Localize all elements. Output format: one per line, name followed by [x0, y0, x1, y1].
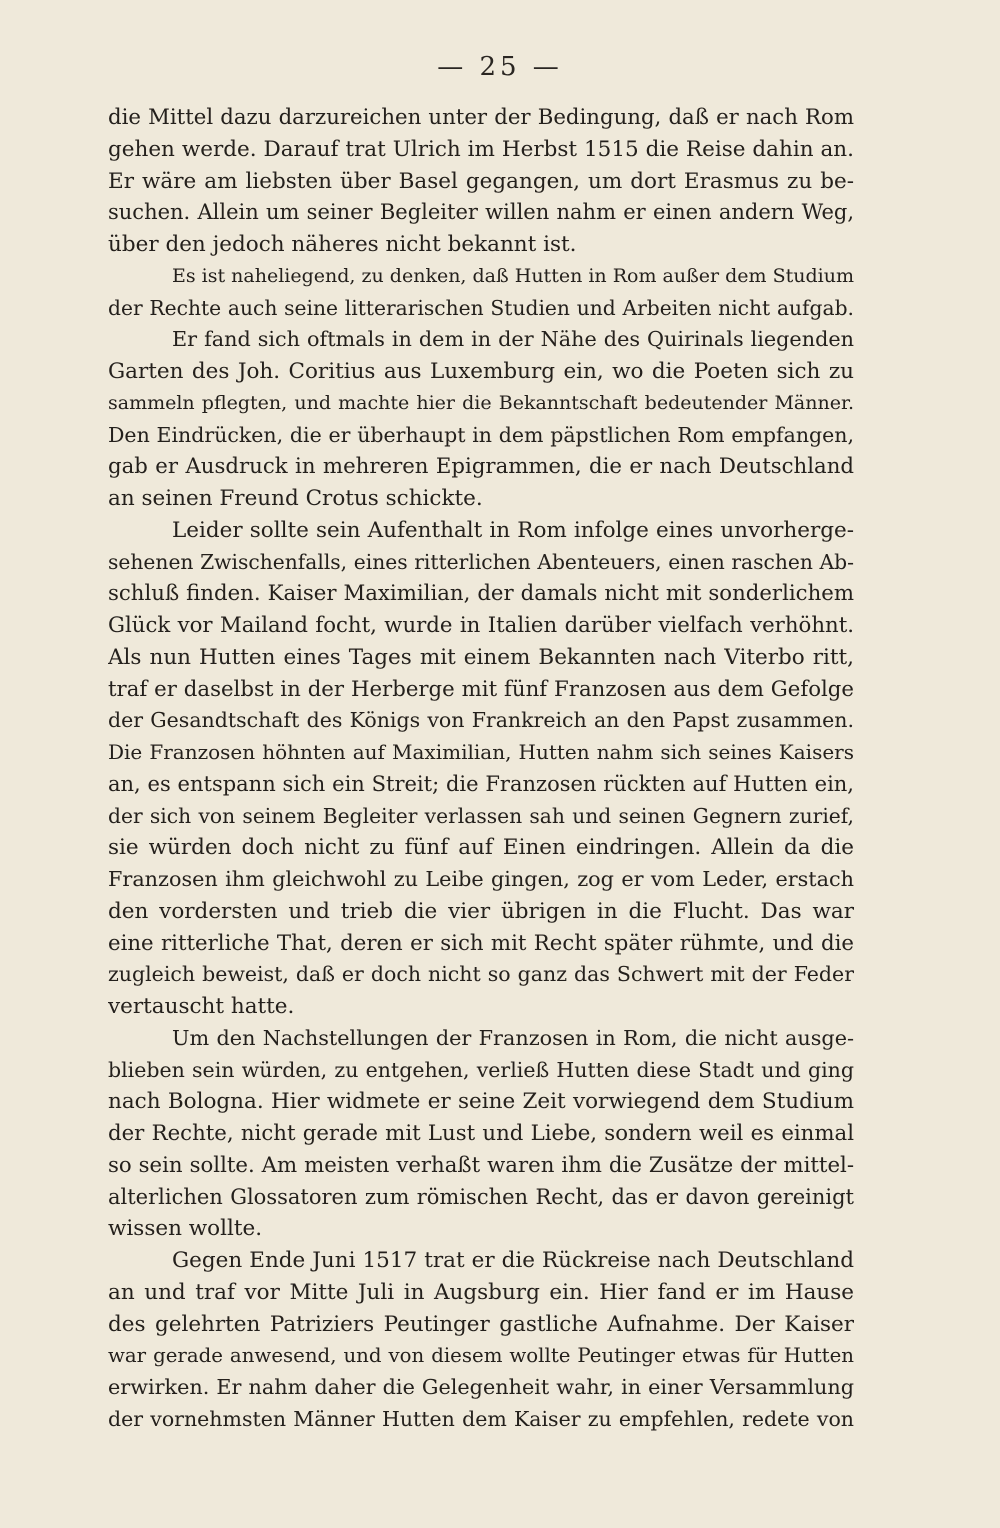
text-line: war gerade anwesend, und von diesem wollte Peutinger etwas für Hutten: [108, 1344, 854, 1368]
text-line: schluß finden. Kaiser Maximilian, der damals nicht mit sonderlichem: [108, 581, 854, 607]
text-line: wissen wollte.: [108, 1216, 263, 1242]
text-line: Er fand sich oftmals in dem in der Nähe des Quirinals liegenden: [172, 327, 854, 352]
text-line: über den jedoch näheres nicht bekannt ist.: [108, 232, 577, 257]
text-line: an seinen Freund Crotus schickte.: [108, 486, 483, 511]
text-line: der vornehmsten Männer Hutten dem Kaiser zu empfehlen, redete von: [108, 1406, 854, 1431]
text-line: Gegen Ende Juni 1517 trat er die Rückreise nach Deutschland: [172, 1248, 854, 1273]
text-line: Als nun Hutten eines Tages mit einem Bekannten nach Viterbo ritt,: [108, 644, 854, 670]
text-line: suchen. Allein um seiner Begleiter willen nahm er einen andern Weg,: [108, 200, 854, 225]
text-line: Glück vor Mailand focht, wurde in Italien darüber vielfach verhöhnt.: [108, 613, 854, 638]
text-line: der Rechte auch seine litterarischen Studien und Arbeiten nicht aufgab.: [108, 295, 854, 320]
text-line: Um den Nachstellungen der Franzosen in Rom, die nicht ausge-: [172, 1025, 854, 1050]
text-line: so sein sollte. Am meisten verhaßt waren ihm die Zusätze der mittel-: [108, 1152, 854, 1178]
text-line: erwirken. Er nahm daher die Gelegenheit wahr, in einer Versammlung: [108, 1375, 854, 1399]
text-line: Die Franzosen höhnten auf Maximilian, Hutten nahm sich seines Kaisers: [108, 740, 854, 764]
text-line: Es ist naheliegend, zu denken, daß Hutten in Rom außer dem Studium: [172, 264, 854, 287]
text-line: gab er Ausdruck in mehreren Epigrammen, die er nach Deutschland: [108, 454, 854, 480]
text-line: der Rechte, nicht gerade mit Lust und Liebe, sondern weil es einmal: [108, 1121, 854, 1146]
text-line: zugleich beweist, daß er doch nicht so ganz das Schwert mit der Feder: [108, 962, 854, 987]
text-line: Franzosen ihm gleichwohl zu Leibe gingen, zog er vom Leder, erstach: [108, 867, 854, 891]
text-line: alterlichen Glossatoren zum römischen Recht, das er davon gereinigt: [108, 1184, 854, 1209]
text-line: sehenen Zwischenfalls, eines ritterlichen Abenteuers, einen raschen Ab-: [108, 549, 854, 574]
text-line: Leider sollte sein Aufenthalt in Rom infolge eines unvorherge-: [172, 517, 854, 543]
text-line: die Mittel dazu darzureichen unter der Bedingung, daß er nach Rom: [108, 105, 854, 130]
text-line: Den Eindrücken, die er überhaupt in dem päpstlichen Rom empfangen,: [108, 422, 854, 447]
text-line: traf er daselbst in der Herberge mit fünf Franzosen aus dem Gefolge: [108, 676, 854, 702]
text-line: blieben sein würden, zu entgehen, verließ Hutten diese Stadt und ging: [108, 1057, 854, 1082]
text-line: des gelehrten Patriziers Peutinger gastliche Aufnahme. Der Kaiser: [108, 1311, 854, 1337]
text-line: der sich von seinem Begleiter verlassen sah und seinen Gegnern zurief,: [108, 803, 854, 828]
text-line: sie würden doch nicht zu fünf auf Einen eindringen. Allein da die: [108, 835, 854, 861]
text-line: der Gesandtschaft des Königs von Frankreich an den Papst zusammen.: [108, 708, 854, 733]
text-line: vertauscht hatte.: [108, 994, 295, 1019]
page-number: — 25 —: [437, 52, 563, 82]
text-line: nach Bologna. Hier widmete er seine Zeit vorwiegend dem Studium: [108, 1089, 854, 1115]
text-line: den vordersten und trieb die vier übrigen in die Flucht. Das war: [108, 898, 854, 924]
text-line: Garten des Joh. Coritius aus Luxemburg ein, wo die Poeten sich zu: [108, 359, 854, 384]
body-text: [108, 102, 854, 1436]
text-line: an und traf vor Mitte Juli in Augsburg ein. Hier fand er im Hause: [108, 1279, 854, 1305]
text-line: an, es entspann sich ein Streit; die Franzosen rückten auf Hutten ein,: [108, 771, 854, 796]
text-line: sammeln pflegten, und machte hier die Bekanntschaft bedeutender Männer.: [108, 391, 854, 414]
text-line: Er wäre am liebsten über Basel gegangen, um dort Erasmus zu be-: [108, 168, 854, 194]
text-line: gehen werde. Darauf trat Ulrich im Herbst 1515 die Reise dahin an.: [108, 136, 854, 162]
text-line: eine ritterliche That, deren er sich mit Recht später rühmte, und die: [108, 930, 854, 956]
